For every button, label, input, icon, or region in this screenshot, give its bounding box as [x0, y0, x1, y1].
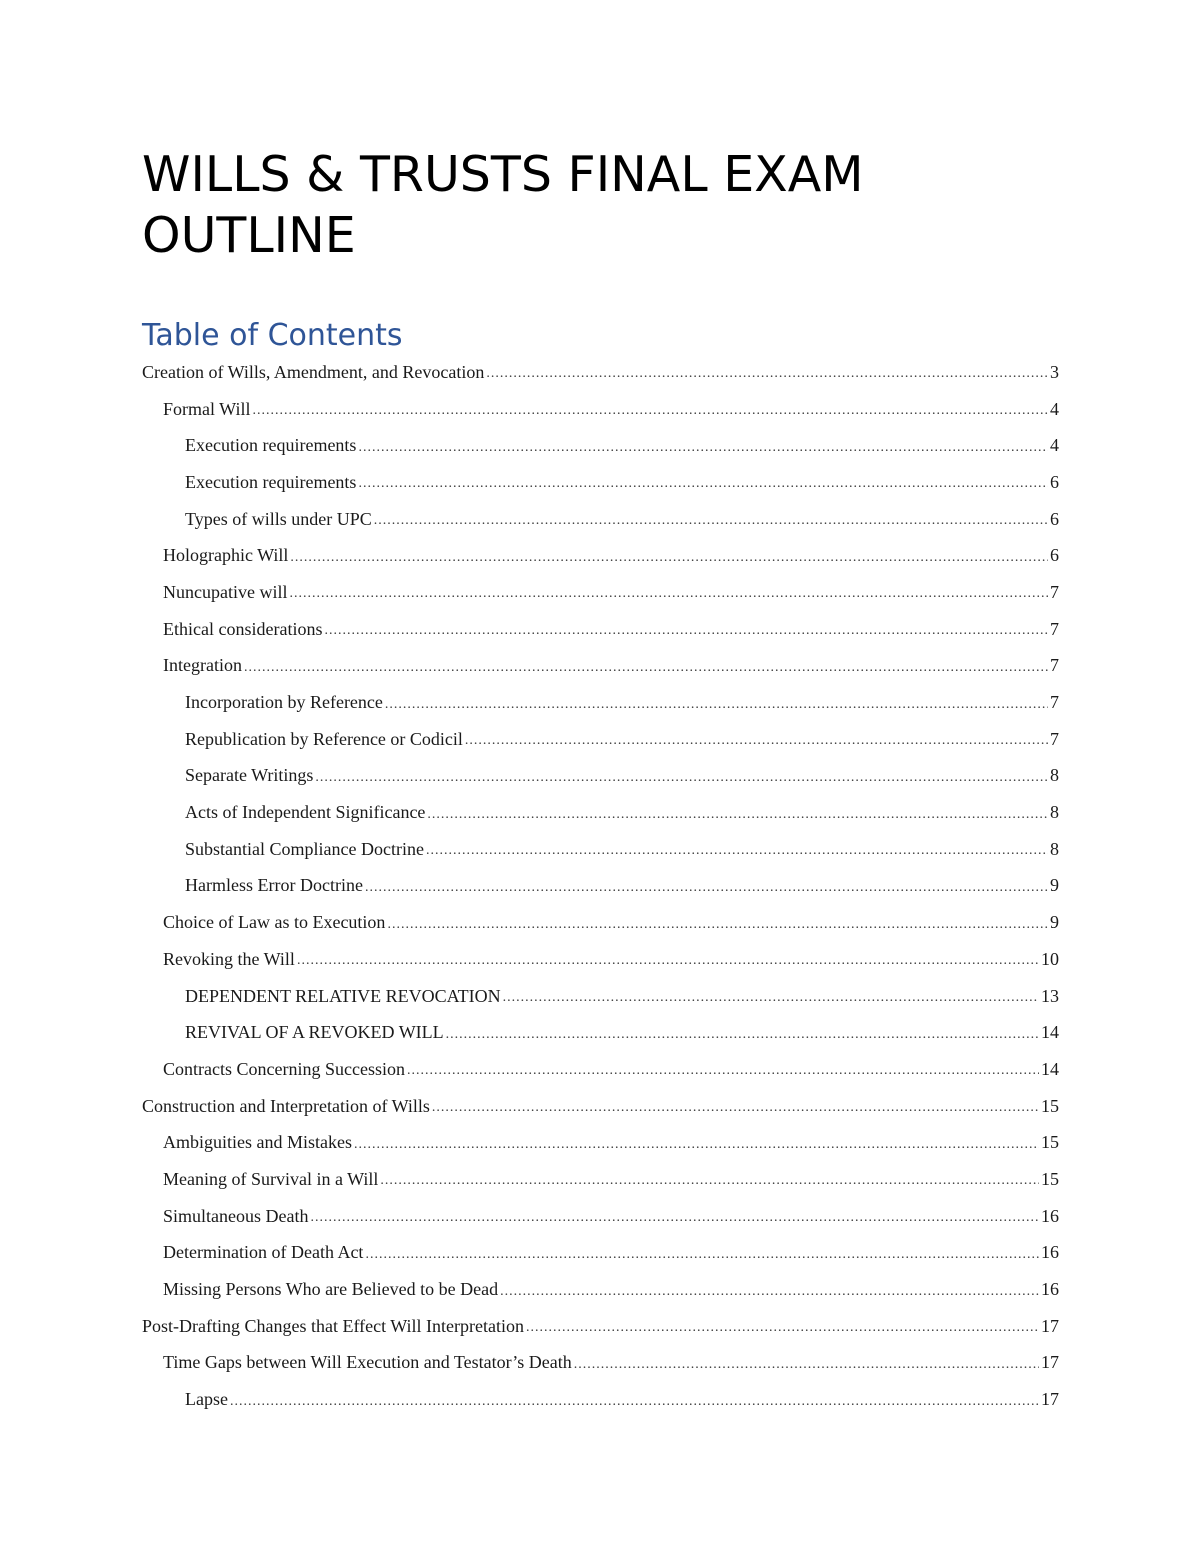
toc-entry-label[interactable]: Ethical considerations [163, 618, 323, 639]
toc-entry-page-number[interactable]: 9 [1050, 875, 1059, 896]
toc-entry-label[interactable]: Separate Writings [185, 765, 314, 786]
toc-entry-label[interactable]: Choice of Law as to Execution [163, 912, 386, 933]
toc-entry-page-number[interactable]: 10 [1041, 948, 1059, 969]
toc-dot-leader [432, 1094, 1039, 1118]
toc-entry-page-number[interactable]: 17 [1041, 1315, 1059, 1336]
toc-entry-page-number[interactable]: 7 [1050, 581, 1059, 602]
toc-dot-leader [503, 984, 1039, 1008]
toc-entry-label[interactable]: Harmless Error Doctrine [185, 875, 363, 896]
toc-entry[interactable] [142, 941, 1059, 978]
toc-entry-page-number[interactable]: 6 [1050, 545, 1059, 566]
toc-entry[interactable] [142, 721, 1059, 758]
toc-entry-label[interactable]: Integration [163, 655, 242, 676]
toc-entry-page-number[interactable]: 17 [1041, 1389, 1059, 1410]
toc-entry[interactable] [142, 978, 1059, 1015]
toc-entry-label[interactable]: Substantial Compliance Doctrine [185, 838, 424, 859]
toc-entry-label[interactable]: Incorporation by Reference [185, 692, 383, 713]
toc-entry-page-number[interactable]: 15 [1041, 1168, 1059, 1189]
toc-entry[interactable] [142, 1381, 1059, 1418]
toc-dot-leader [500, 1278, 1039, 1302]
toc-entry[interactable] [142, 831, 1059, 868]
document-title: WILLS & TRUSTS FINAL EXAM OUTLINE [142, 146, 864, 264]
toc-entry-label[interactable]: Simultaneous Death [163, 1205, 309, 1226]
toc-entry-label[interactable]: Ambiguities and Mistakes [163, 1132, 352, 1153]
toc-entry-page-number[interactable]: 8 [1050, 802, 1059, 823]
toc-entry[interactable] [142, 1014, 1059, 1051]
toc-dot-leader [365, 874, 1048, 898]
toc-entry[interactable] [142, 1124, 1059, 1161]
toc-dot-leader [315, 764, 1048, 788]
toc-entry-page-number[interactable]: 6 [1050, 508, 1059, 529]
toc-dot-leader [252, 397, 1048, 421]
toc-entry-page-number[interactable]: 16 [1041, 1242, 1059, 1263]
toc-entry-label[interactable]: Republication by Reference or Codicil [185, 728, 463, 749]
toc-dot-leader [465, 727, 1048, 751]
toc-dot-leader [374, 507, 1048, 531]
toc-entry[interactable] [142, 611, 1059, 648]
toc-entry-label[interactable]: DEPENDENT RELATIVE REVOCATION [185, 985, 501, 1006]
toc-entry-page-number[interactable]: 6 [1050, 471, 1059, 492]
toc-dot-leader [385, 691, 1048, 715]
toc-dot-leader [354, 1131, 1039, 1155]
toc-dot-leader [358, 470, 1048, 494]
toc-entry-label[interactable]: Creation of Wills, Amendment, and Revocation [142, 361, 485, 382]
toc-entry-page-number[interactable]: 4 [1050, 435, 1059, 456]
toc-entry-label[interactable]: Missing Persons Who are Believed to be Dead [163, 1279, 499, 1300]
toc-entry-page-number[interactable]: 8 [1050, 838, 1059, 859]
toc-entry[interactable] [142, 464, 1059, 501]
toc-dot-leader [358, 434, 1048, 458]
toc-entry-label[interactable]: Execution requirements [185, 435, 357, 456]
toc-dot-leader [526, 1314, 1039, 1338]
toc-entry-label[interactable]: Post-Drafting Changes that Effect Will Interpretation [142, 1315, 525, 1336]
toc-entry[interactable] [142, 1345, 1059, 1382]
toc-entry-page-number[interactable]: 14 [1041, 1058, 1059, 1079]
toc-dot-leader [486, 360, 1048, 384]
toc-dot-leader [365, 1241, 1039, 1265]
toc-entry-label[interactable]: Revoking the Will [163, 948, 295, 969]
toc-entry-page-number[interactable]: 8 [1050, 765, 1059, 786]
toc-entry[interactable] [142, 1308, 1059, 1345]
toc-entry[interactable] [142, 1235, 1059, 1272]
toc-dot-leader [324, 617, 1048, 641]
toc-dot-leader [426, 837, 1048, 861]
toc-entry-page-number[interactable]: 3 [1050, 361, 1059, 382]
toc-entry[interactable] [142, 427, 1059, 464]
toc-dot-leader [387, 911, 1048, 935]
toc-entry-page-number[interactable]: 7 [1050, 618, 1059, 639]
toc-entry-label[interactable]: Time Gaps between Will Execution and Testator’s Death [163, 1352, 572, 1373]
toc-entry-label[interactable]: Meaning of Survival in a Will [163, 1168, 379, 1189]
toc-entry[interactable] [142, 758, 1059, 795]
toc-dot-leader [297, 947, 1039, 971]
toc-dot-leader [407, 1057, 1039, 1081]
toc-dot-leader [380, 1167, 1039, 1191]
toc-entry[interactable] [142, 574, 1059, 611]
toc-entry-page-number[interactable]: 15 [1041, 1132, 1059, 1153]
toc-entry-page-number[interactable]: 9 [1050, 912, 1059, 933]
toc-entry[interactable] [142, 648, 1059, 685]
toc-entry[interactable] [142, 537, 1059, 574]
toc-dot-leader [574, 1351, 1039, 1375]
toc-entry-page-number[interactable]: 17 [1041, 1352, 1059, 1373]
toc-entry-page-number[interactable]: 7 [1050, 692, 1059, 713]
toc-entry-label[interactable]: Contracts Concerning Succession [163, 1058, 405, 1079]
toc-entry[interactable] [142, 1271, 1059, 1308]
toc-entry-label[interactable]: Determination of Death Act [163, 1242, 364, 1263]
toc-entry[interactable] [142, 904, 1059, 941]
toc-entry[interactable] [142, 1198, 1059, 1235]
toc-entry[interactable] [142, 684, 1059, 721]
toc-entry-page-number[interactable]: 4 [1050, 398, 1059, 419]
toc-dot-leader [289, 580, 1048, 604]
toc-dot-leader [446, 1021, 1039, 1045]
toc-dot-leader [290, 544, 1048, 568]
toc-entry-page-number[interactable]: 16 [1041, 1205, 1059, 1226]
toc-entry[interactable] [142, 501, 1059, 538]
toc-entry-label[interactable]: Nuncupative will [163, 581, 288, 602]
toc-entry-label[interactable]: Construction and Interpretation of Wills [142, 1095, 430, 1116]
toc-entry-label[interactable]: Lapse [185, 1389, 228, 1410]
toc-entry-page-number[interactable]: 7 [1050, 728, 1059, 749]
toc-entry-label[interactable]: Execution requirements [185, 471, 357, 492]
toc-dot-leader [427, 801, 1048, 825]
toc-dot-leader [244, 654, 1048, 678]
table-of-contents [142, 354, 1059, 1418]
toc-entry[interactable] [142, 1161, 1059, 1198]
toc-heading: Table of Contents [142, 318, 403, 353]
toc-entry-page-number[interactable]: 14 [1041, 1022, 1059, 1043]
toc-entry-label[interactable]: REVIVAL OF A REVOKED WILL [185, 1022, 444, 1043]
toc-entry-label[interactable]: Acts of Independent Significance [185, 802, 426, 823]
toc-dot-leader [310, 1204, 1039, 1228]
toc-entry-page-number[interactable]: 7 [1050, 655, 1059, 676]
toc-entry[interactable] [142, 391, 1059, 428]
toc-entry-label[interactable]: Formal Will [163, 398, 251, 419]
toc-entry[interactable] [142, 794, 1059, 831]
toc-entry[interactable] [142, 1088, 1059, 1125]
toc-entry-label[interactable]: Types of wills under UPC [185, 508, 372, 529]
toc-entry-page-number[interactable]: 15 [1041, 1095, 1059, 1116]
toc-entry[interactable] [142, 868, 1059, 905]
toc-entry-label[interactable]: Holographic Will [163, 545, 289, 566]
toc-entry[interactable] [142, 1051, 1059, 1088]
toc-entry[interactable] [142, 354, 1059, 391]
toc-dot-leader [230, 1388, 1039, 1412]
toc-entry-page-number[interactable]: 16 [1041, 1279, 1059, 1300]
toc-entry-page-number[interactable]: 13 [1041, 985, 1059, 1006]
